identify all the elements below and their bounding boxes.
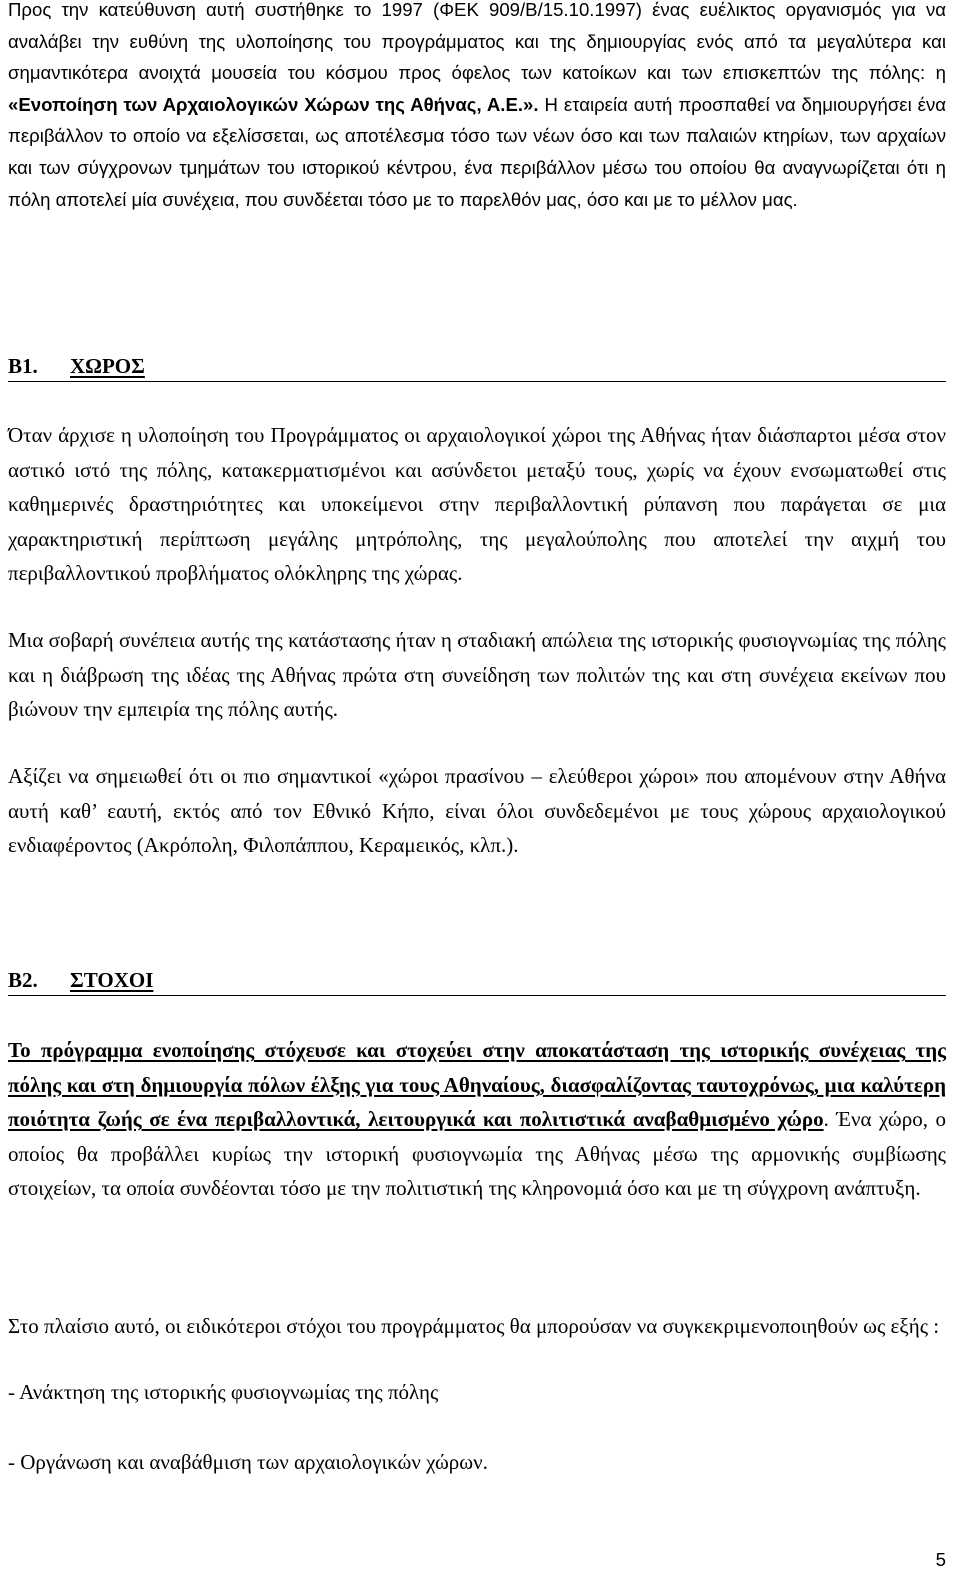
page-number: 5	[935, 1549, 946, 1570]
goals-text: . Ένα χώρο, ο οποίος θα προβάλλει κυρίως την ιστορική φυσιογνωμία της Αθήνας μέσω της αρμονικής συμβίωσης στοιχείων, τα οποία συνδέονται τόσο με την πολιτιστική της κληρονομιά όσο και με τη σύγχρονη ανάπτυξη.	[8, 1107, 947, 1200]
goals-paragraph	[8, 1033, 946, 1206]
organization-name: «Ενοποίηση των Αρχαιολογικών Χώρων της Αθήνας, Α.Ε.».	[8, 93, 539, 115]
intro-paragraph	[8, 0, 946, 215]
section-title: ΣΤΟΧΟΙ	[70, 968, 154, 992]
section-heading-b1	[8, 352, 946, 382]
goals-bold-statement: Το πρόγραμμα ενοποίησης στόχευσε και στοχεύει στην αποκατάσταση της ιστορικής συνέχειας της πόλης και στη δημιουργία πόλων έλξης για τους Αθηναίους, διασφαλίζοντας ταυτοχρόνως, μια καλύτερη ποιότητα ζωής σε ένα περιβαλλοντικά, λειτουργικά και πολιτιστικά αναβαθμισμένο χώρο	[8, 1038, 946, 1131]
intro-text-before: Προς την κατεύθυνση αυτή συστήθηκε το 1997 (ΦΕΚ 909/Β/15.10.1997) ένας ευέλικτος οργανισμός για να αναλάβει την ευθύνη της υλοποίησης του προγράμματος και της δημιουργίας ενός από τα μεγαλύτερα και σημαντικότερα ανοιχτά μουσεία του κόσμου προς όφελος των κατοίκων και των επισκεπτών της πόλης: η	[8, 0, 946, 84]
list-item: - Ανάκτηση της ιστορικής φυσιογνωμίας της πόλης	[8, 1380, 439, 1404]
section-number: Β2.	[8, 968, 38, 992]
section-number: Β1.	[8, 354, 38, 378]
objectives-intro: Στο πλαίσιο αυτό, οι ειδικότεροι στόχοι του προγράμματος θα μπορούσαν να συγκεκριμενοποιηθούν ως εξής :	[8, 1314, 940, 1338]
list-item: - Οργάνωση και αναβάθμιση των αρχαιολογικών χώρων.	[8, 1450, 488, 1474]
intro-text-after: Η εταιρεία αυτή προσπαθεί να δημιουργήσει ένα περιβάλλον το οποίο να εξελίσσεται, ως αποτέλεσμα τόσο των νέων όσο και των παλαιών κτηρίων, των αρχαίων και των σύγχρονων τμημάτων του ιστορικού κέντρου, ένα περιβάλλον μέσω του οποίου θα αναγνωρίζεται ότι η πόλη αποτελεί μία συνέχεια, που συνδέεται τόσο με το παρελθόν μας, όσο και με το μέλλον μας.	[8, 93, 946, 210]
space-paragraph-2: Μια σοβαρή συνέπεια αυτής της κατάστασης ήταν η σταδιακή απώλεια της ιστορικής φυσιογνωμίας της πόλης και η διάβρωση της ιδέας της Αθήνας πρώτα στη συνείδηση των πολιτών της και στη συνέχεια εκείνων που βιώνουν την εμπειρία της πόλης αυτής.	[8, 628, 946, 721]
space-paragraph-3: Αξίζει να σημειωθεί ότι οι πιο σημαντικοί «χώροι πρασίνου – ελεύθεροι χώροι» που απομένουν στην Αθήνα αυτή καθ’ εαυτή, εκτός από τον Εθνικό Κήπο, είναι όλοι συνδεδεμένοι με τους χώρους αρχαιολογικού ενδιαφέροντος (Ακρόπολη, Φιλοπάππου, Κεραμεικός, κλπ.).	[8, 764, 946, 857]
space-paragraph-1: Όταν άρχισε η υλοποίηση του Προγράμματος οι αρχαιολογικοί χώροι της Αθήνας ήταν διάσπαρτοι μέσα στον αστικό ιστό της πόλης, κατακερματισμένοι και ασύνδετοι μεταξύ τους, χωρίς να έχουν ενσωματωθεί στις καθημερινές δραστηριότητες και υποκείμενοι στην περιβαλλοντική ρύπανση που παράγεται σε μια χαρακτηριστική περίπτωση μεγάλης μητρόπολης, της μεγαλούπολης που αποτελεί την αιχμή του περιβαλλοντικού προβλήματος ολόκληρης της χώρας.	[8, 423, 946, 585]
section-title: ΧΩΡΟΣ	[70, 354, 145, 378]
section-heading-b2	[8, 966, 946, 996]
